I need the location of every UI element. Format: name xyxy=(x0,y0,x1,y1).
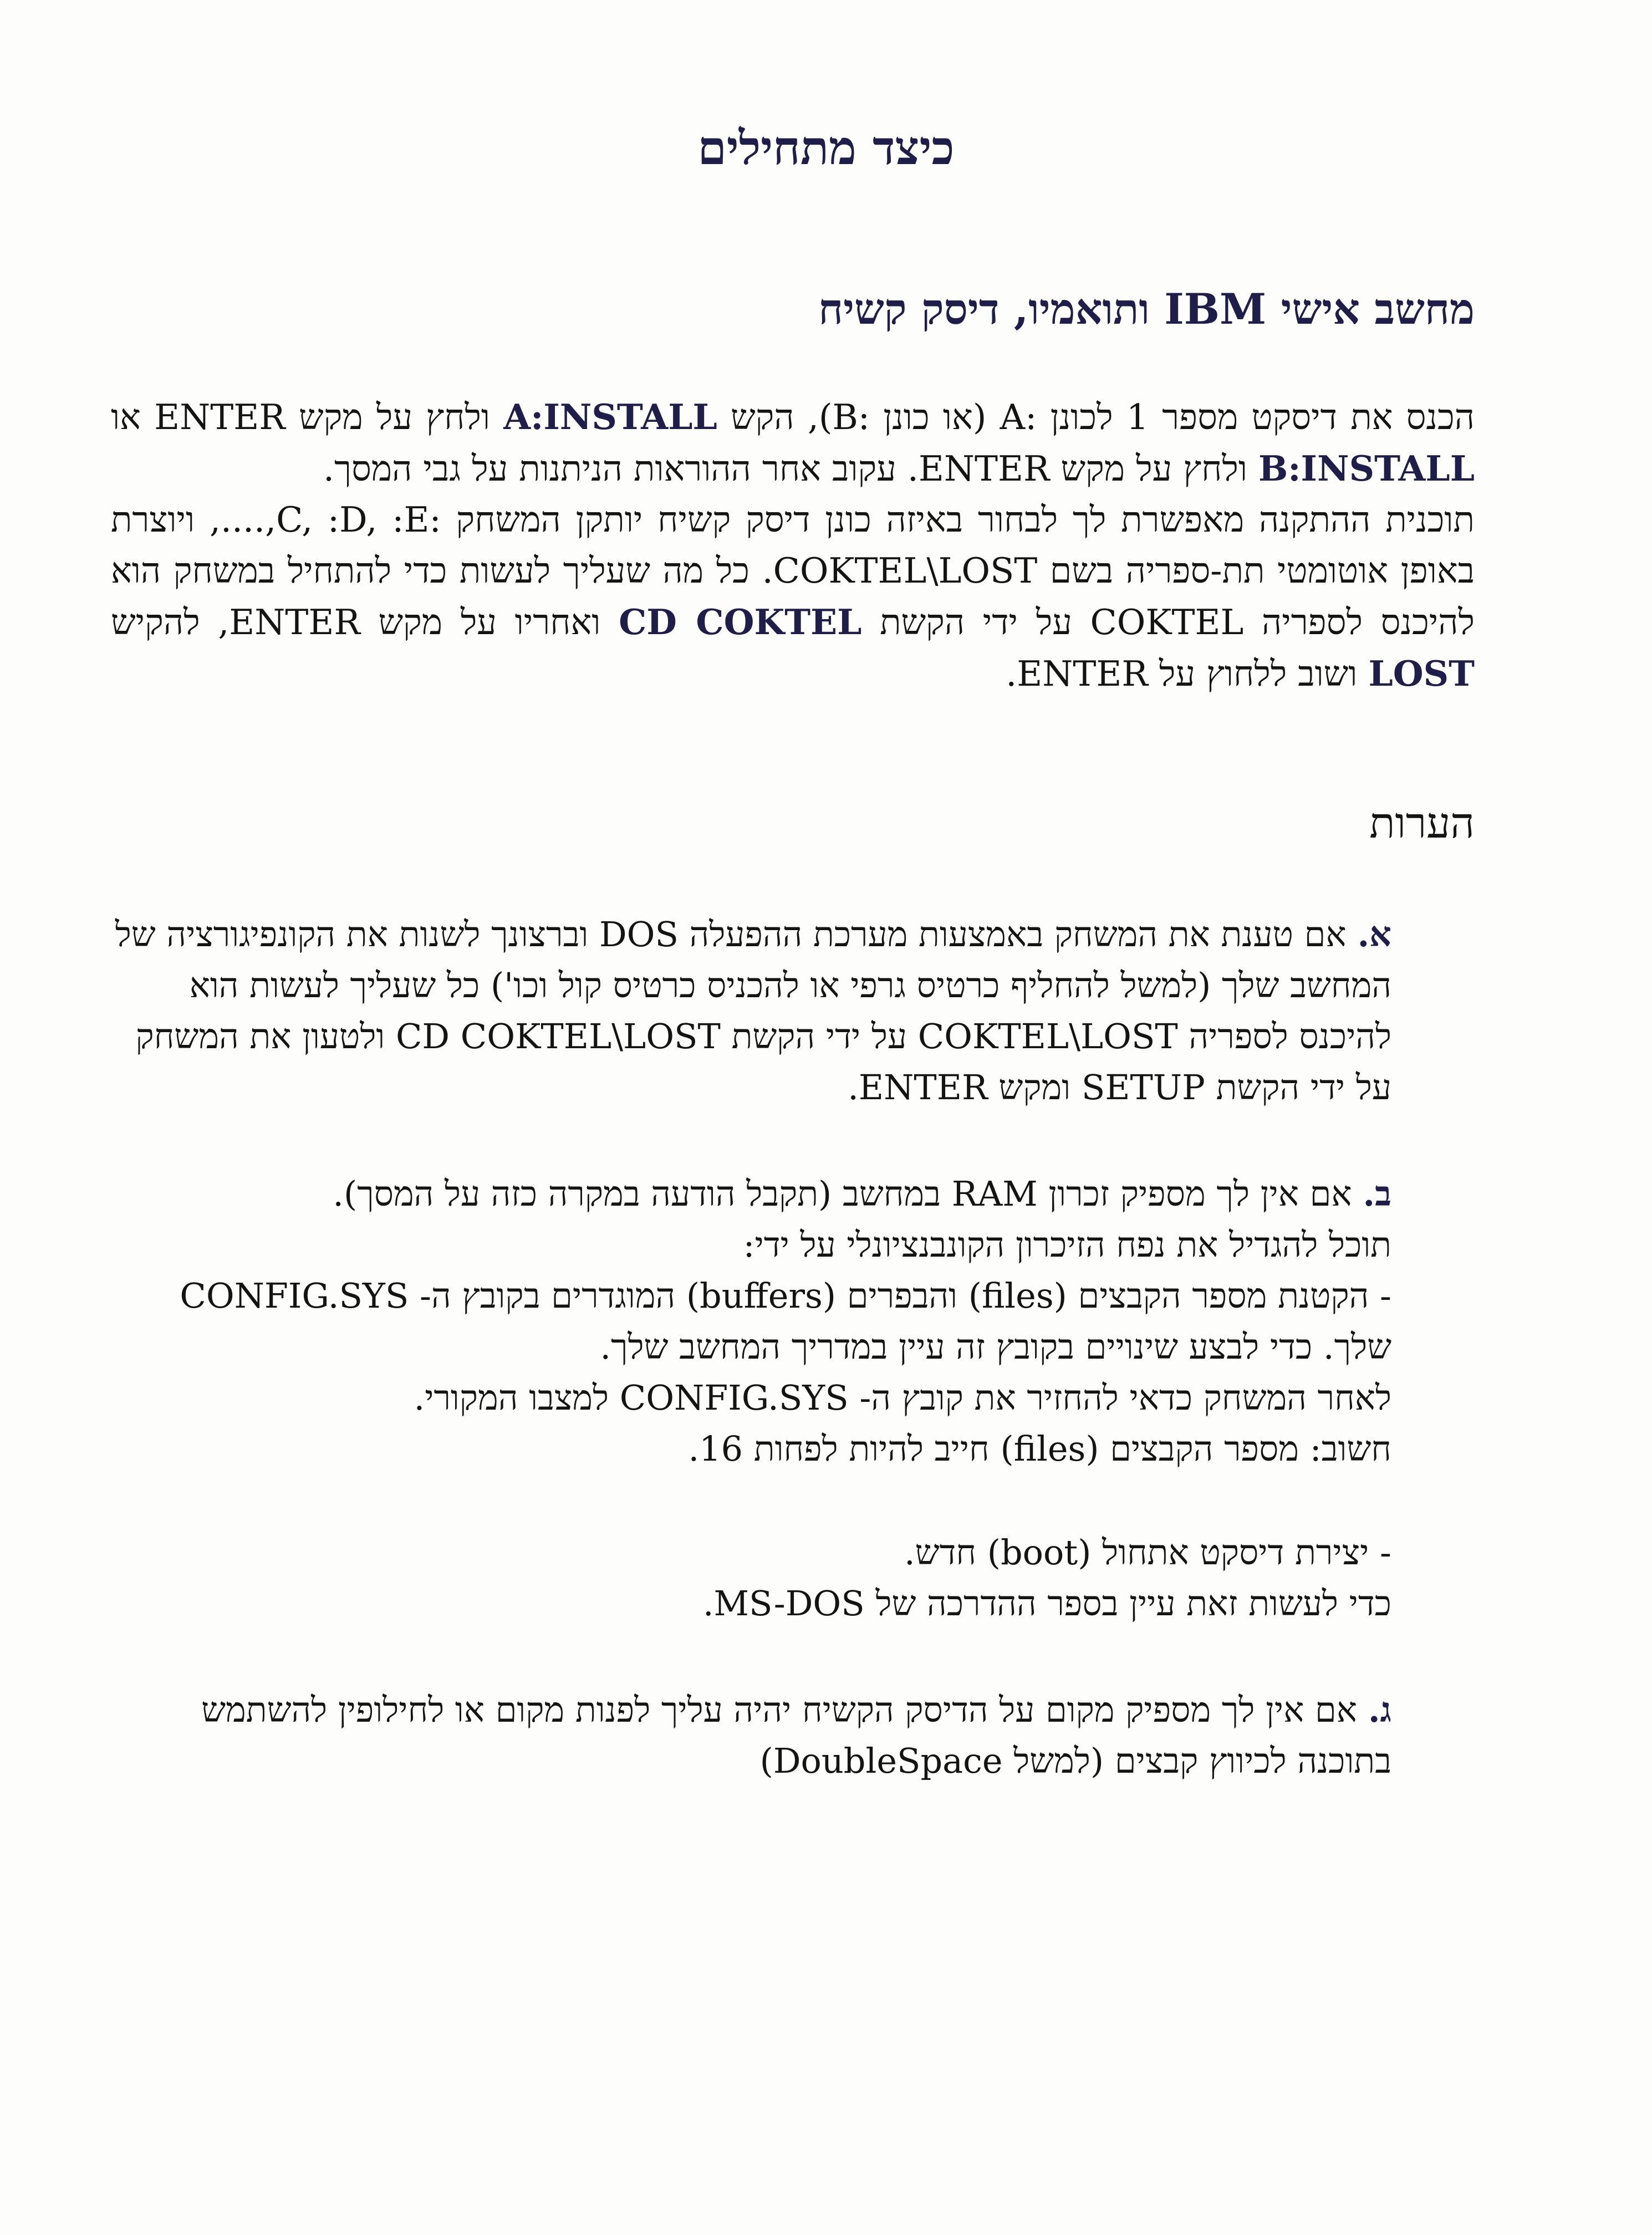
intro-text-run: ולחץ על מקש ENTER או xyxy=(111,397,504,437)
note-c-letter: ג. xyxy=(1368,1690,1391,1730)
intro-text-run: הכנס את דיסקט מספר 1 לכונן :A (או כונן :B), הקש xyxy=(717,397,1475,437)
intro-text-run: ואחריו על מקש ENTER, להקיש xyxy=(111,602,619,642)
note-b-letter: ב. xyxy=(1363,1173,1391,1214)
note-b-option-1 xyxy=(105,1270,1391,1474)
note-a-command: CD COKTEL\LOST xyxy=(395,1016,721,1057)
page-title: כיצד מתחילים xyxy=(697,120,955,175)
notes-heading: הערות xyxy=(1369,798,1475,848)
lost-command: LOST xyxy=(1368,653,1475,694)
note-b-option-1-line-3: חשוב: מספר הקבצים (files) חייב להיות לפחות 16. xyxy=(688,1428,1391,1469)
note-a-text xyxy=(105,909,1391,1113)
note-b-option-2-line-2: כדי לעשות זאת עיין בספר ההדרכה של MS-DOS. xyxy=(702,1583,1391,1624)
note-b-option-2 xyxy=(105,1527,1391,1629)
note-b-line-2: תוכל להגדיל את נפח הזיכרון הקונבנציונלי על ידי: xyxy=(743,1224,1391,1265)
install-command-a: A:INSTALL xyxy=(503,396,717,437)
note-b-option-1-line-2: לאחר המשחק כדאי להחזיר את קובץ ה- CONFIG.SYS למצבו המקורי. xyxy=(414,1377,1391,1418)
section-heading: מחשב אישי IBM ותואמיו, דיסק קשיח xyxy=(818,284,1475,334)
note-b-line-1 xyxy=(105,1168,1391,1219)
note-c xyxy=(105,1685,1391,1787)
intro-text-run: ושוב ללחוץ על ENTER. xyxy=(1006,654,1369,694)
note-a-letter: א. xyxy=(1357,914,1391,955)
install-command-b: B:INSTALL xyxy=(1258,448,1475,489)
note-b xyxy=(105,1168,1391,1629)
cd-command: CD COKTEL xyxy=(619,601,862,642)
note-b-option-1-line-1: - הקטנת מספר הקבצים (files) והבפרים (buffers) המוגדרים בקובץ ה- CONFIG.SYS שלך. כדי לבצע שינויים בקובץ זה עיין במדריך המחשב שלך. xyxy=(180,1275,1391,1367)
notes-list xyxy=(105,909,1391,1842)
note-text-run: ולטעון את המשחק על ידי הקשת SETUP ומקש ENTER. xyxy=(135,1016,1391,1108)
note-c-text xyxy=(105,1685,1391,1787)
note-b-option-2-line-1: - יצירת דיסקט אתחול (boot) חדש. xyxy=(904,1532,1391,1573)
note-text-run: אם אין לך מספיק זכרון RAM במחשב (תקבל הודעה במקרה כזה על המסך). xyxy=(333,1173,1352,1214)
intro-text-run: תוכנית ההתקנה מאפשרת לך לבחור באיזה כונן דיסק קשיח יותקן המשחק :C, :D, :E,...., ויוצרת באופן אוטומטי תת-ספריה בשם COKTEL\LOST. כל מה שעליך לעשות כדי להתחיל במשחק הוא להיכנס לספריה COKTEL על ידי הקשת xyxy=(111,499,1475,642)
note-text-run: אם טענת את המשחק באמצעות מערכת ההפעלה DOS וברצונך לשנות את הקונפיגורציה של המחשב שלך (למשל להחליף כרטיס גרפי או להכניס כרטיס קול וכו') כל שעליך לעשות הוא להיכנס לספריה COKTEL\LOST על ידי הקשת xyxy=(115,914,1391,1057)
note-a xyxy=(105,909,1391,1113)
intro-paragraph-install xyxy=(111,391,1475,494)
intro-text xyxy=(111,391,1475,700)
intro-text-run: ולחץ על מקש ENTER. עקוב אחר ההוראות הניתנות על גבי המסך. xyxy=(323,448,1259,489)
intro-paragraph-setup xyxy=(111,494,1475,700)
note-text-run: אם אין לך מספיק מקום על הדיסק הקשיח יהיה עליך לפנות מקום או לחילופין להשתמש בתוכנה לכיווץ קבצים (למשל DoubleSpace) xyxy=(201,1690,1391,1781)
